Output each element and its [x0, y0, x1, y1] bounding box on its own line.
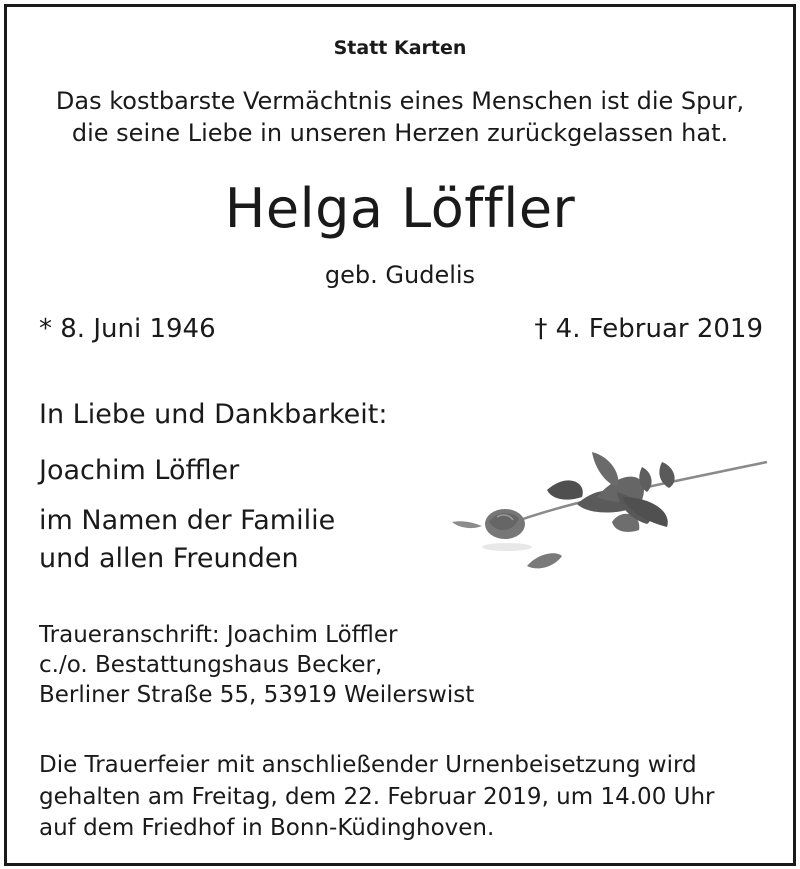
obituary-notice — [4, 4, 796, 866]
deceased-name: Helga Löffler — [224, 177, 576, 240]
quote-line-2: die seine Liebe in unseren Herzen zurückgelassen hat. — [71, 119, 729, 147]
birth-date: * 8. Juni 1946 — [39, 314, 216, 344]
notice-header: Statt Karten — [333, 37, 467, 59]
birth-name: geb. Gudelis — [324, 261, 476, 289]
rose-icon — [447, 442, 772, 582]
ceremony-line-2: gehalten am Freitag, dem 22. Februar 2019, um 14.00 Uhr — [39, 784, 715, 810]
address-line-3: Berliner Straße 55, 53919 Weilerswist — [39, 682, 475, 708]
family-line-2: und allen Freunden — [39, 543, 299, 574]
address-line-2: c./o. Bestattungshaus Becker, — [39, 652, 383, 678]
family-line-1: im Namen der Familie — [39, 505, 336, 536]
quote-line-1: Das kostbarste Vermächtnis eines Menschen ist die Spur, — [55, 87, 745, 115]
mourner-name: Joachim Löffler — [39, 455, 240, 486]
ceremony-line-3: auf dem Friedhof in Bonn-Küdinghoven. — [39, 815, 495, 841]
ceremony-line-1: Die Trauerfeier mit anschließender Urnenbeisetzung wird — [39, 752, 697, 778]
address-line-1: Traueranschrift: Joachim Löffler — [39, 622, 398, 648]
death-date: † 4. Februar 2019 — [534, 314, 763, 344]
thanks-line: In Liebe und Dankbarkeit: — [39, 399, 388, 430]
